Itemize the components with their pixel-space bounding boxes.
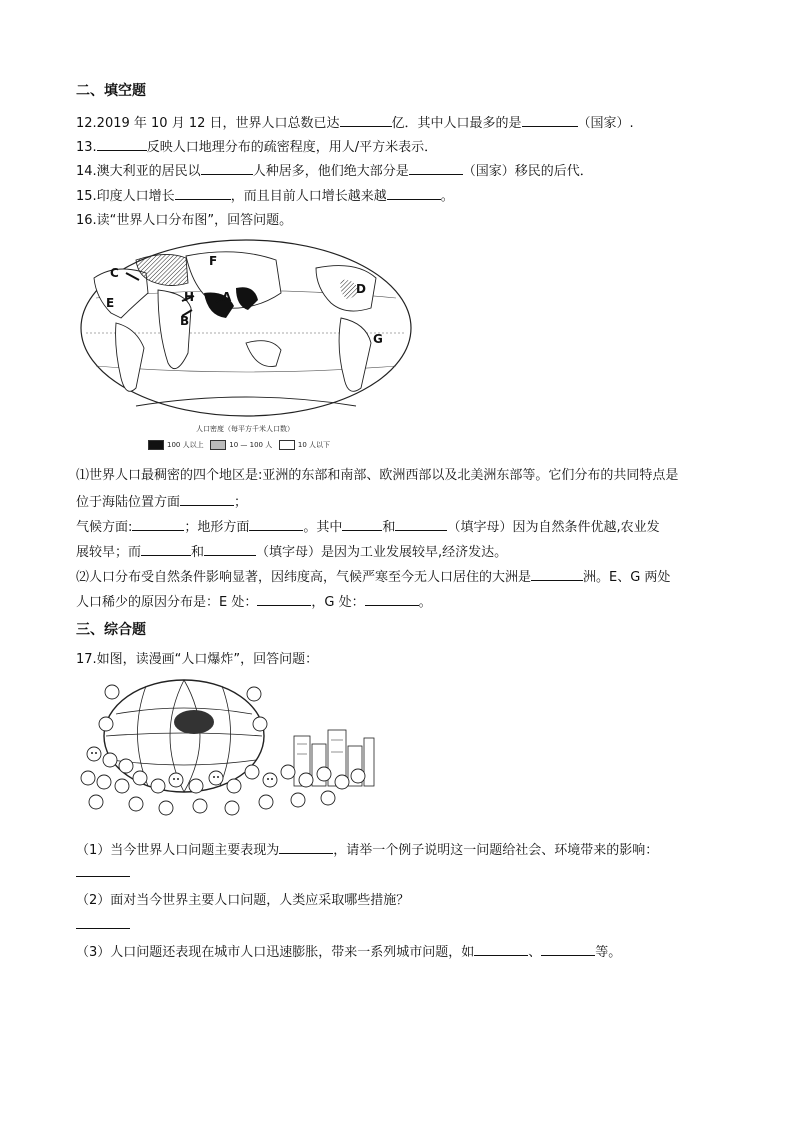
- map-legend: [148, 440, 330, 450]
- q14-blank-1[interactable]: [201, 162, 253, 175]
- q17-blank-city-1[interactable]: [474, 943, 528, 956]
- question-12: [76, 114, 634, 133]
- q16-p1c-e: （填字母）因为自然条件优越,农业发: [447, 520, 660, 535]
- q16-p1c-c: 。其中: [303, 520, 343, 535]
- q16-blank-continent[interactable]: [531, 568, 583, 581]
- q17-p1b: ，请举一个例子说明这一问题给社会、环境带来的影响：: [333, 843, 659, 858]
- map-label-a: A: [222, 290, 232, 304]
- legend-label-dense: 100 人以上: [167, 441, 204, 449]
- q13-text-b: 反映人口地理分布的疏密程度，用人/平方米表示．: [146, 140, 438, 155]
- map-label-h: H: [184, 290, 195, 304]
- q16-blank-agri-1[interactable]: [342, 518, 382, 531]
- q16-blank-ind-1[interactable]: [141, 543, 191, 556]
- q15-text-c: 。: [440, 189, 454, 204]
- legend-label-sparse: 10 人以下: [297, 441, 331, 449]
- q16-part2-line1: [76, 568, 670, 587]
- q17-p3a: （3）人口问题还表现在城市人口迅速膨胀，带来一系列城市问题，如: [76, 945, 475, 960]
- world-population-map: [76, 238, 416, 456]
- q16-p1b-end: ；: [234, 495, 248, 510]
- q16-blank-g-reason[interactable]: [365, 593, 419, 606]
- q16-p2a-a: ⑵人口分布受自然条件影响显著，因纬度高，气候严寒至今无人口居住的大洲是: [76, 570, 532, 585]
- q14-text-b: 人种居多，他们绝大部分是: [252, 164, 409, 179]
- q17-blank-city-2[interactable]: [541, 943, 595, 956]
- question-13: [76, 138, 437, 157]
- map-label-e: E: [106, 296, 115, 310]
- q13-blank-1[interactable]: [97, 138, 147, 151]
- legend-swatch-dense: [148, 440, 164, 450]
- question-17-stem: 17.如图，读漫画“人口爆炸”，回答问题：: [76, 652, 319, 667]
- q16-blank-ind-2[interactable]: [204, 543, 256, 556]
- q15-text-a: 15.印度人口增长: [76, 189, 175, 204]
- q16-part2-line2: [76, 593, 432, 612]
- q15-text-b: ，而且目前人口增长越来越: [230, 189, 387, 204]
- section-heading-fill: 二、填空题: [76, 83, 146, 99]
- map-legend-title: 人口密度（每平方千米人口数）: [196, 425, 294, 433]
- legend-label-medium: 10 — 100 人: [229, 441, 273, 449]
- q14-text-a: 14.澳大利亚的居民以: [76, 164, 201, 179]
- q17-p3c: 等。: [595, 945, 622, 960]
- q16-part1-line1: ⑴世界人口最稠密的四个地区是:亚洲的东部和南部、欧洲西部以及北美洲东部等。它们分布的共同特点是: [76, 468, 679, 483]
- q17-part2: （2）面对当今世界主要人口问题，人类应采取哪些措施？: [76, 893, 410, 908]
- q16-part1-line3: [76, 518, 660, 537]
- map-label-b: B: [180, 314, 190, 328]
- q17-p3b: 、: [528, 945, 542, 960]
- q12-blank-1[interactable]: [340, 114, 392, 127]
- q16-blank-terrain[interactable]: [249, 518, 303, 531]
- q13-text-a: 13.: [76, 140, 97, 155]
- q16-part1-line2: [76, 493, 247, 512]
- map-label-c: C: [110, 266, 119, 280]
- q16-p1c-b: ；地形方面: [184, 520, 250, 535]
- q17-blank-problem[interactable]: [279, 841, 333, 854]
- q16-blank-agri-2[interactable]: [395, 518, 447, 531]
- q15-blank-2[interactable]: [387, 187, 441, 200]
- q17-part3: [76, 943, 621, 962]
- q16-part1-line4: [76, 543, 507, 562]
- q16-blank-e-reason[interactable]: [257, 593, 311, 606]
- q16-p2b-b: ，G 处：: [311, 595, 365, 610]
- q16-p1b-text: 位于海陆位置方面: [76, 495, 181, 510]
- q16-p1c-a: 气候方面:: [76, 520, 133, 535]
- q14-blank-2[interactable]: [409, 162, 463, 175]
- q15-blank-1[interactable]: [175, 187, 231, 200]
- section-heading-comprehensive: 三、综合题: [76, 622, 146, 638]
- q14-text-c: （国家）移民的后代．: [462, 164, 593, 179]
- q17-answer-line-1[interactable]: [76, 876, 130, 877]
- q12-text-c: （国家）.: [577, 116, 634, 131]
- legend-swatch-sparse: [279, 440, 295, 450]
- question-16-stem: 16.读“世界人口分布图”，回答问题。: [76, 213, 293, 228]
- map-label-d: D: [356, 282, 366, 296]
- q16-p1c-d: 和: [382, 520, 396, 535]
- q16-p2a-b: 洲。E、G 两处: [583, 570, 671, 585]
- q17-p1a: （1）当今世界人口问题主要表现为: [76, 843, 280, 858]
- question-15: [76, 187, 454, 206]
- legend-swatch-medium: [210, 440, 226, 450]
- q12-text-a: 12.2019 年 10 月 12 日，世界人口总数已达: [76, 116, 340, 131]
- map-label-f: F: [209, 254, 218, 268]
- cartoon-graphic: [76, 674, 376, 826]
- q17-answer-line-2[interactable]: [76, 928, 130, 929]
- q16-p1d-a: 展较早；而: [76, 545, 142, 560]
- q16-p2b-c: 。: [418, 595, 432, 610]
- q16-blank-sea-land[interactable]: [180, 493, 234, 506]
- q16-p1d-c: （填字母）是因为工业发展较早,经济发达。: [256, 545, 508, 560]
- map-label-g: G: [373, 332, 383, 346]
- q16-p2b-a: 人口稀少的原因分布是：E 处：: [76, 595, 258, 610]
- population-explosion-cartoon: [76, 674, 376, 826]
- q12-blank-2[interactable]: [522, 114, 578, 127]
- q16-p1d-b: 和: [191, 545, 205, 560]
- q17-part1: [76, 841, 658, 860]
- q12-text-b: 亿．其中人口最多的是: [391, 116, 522, 131]
- q16-blank-climate[interactable]: [132, 518, 184, 531]
- question-14: [76, 162, 593, 181]
